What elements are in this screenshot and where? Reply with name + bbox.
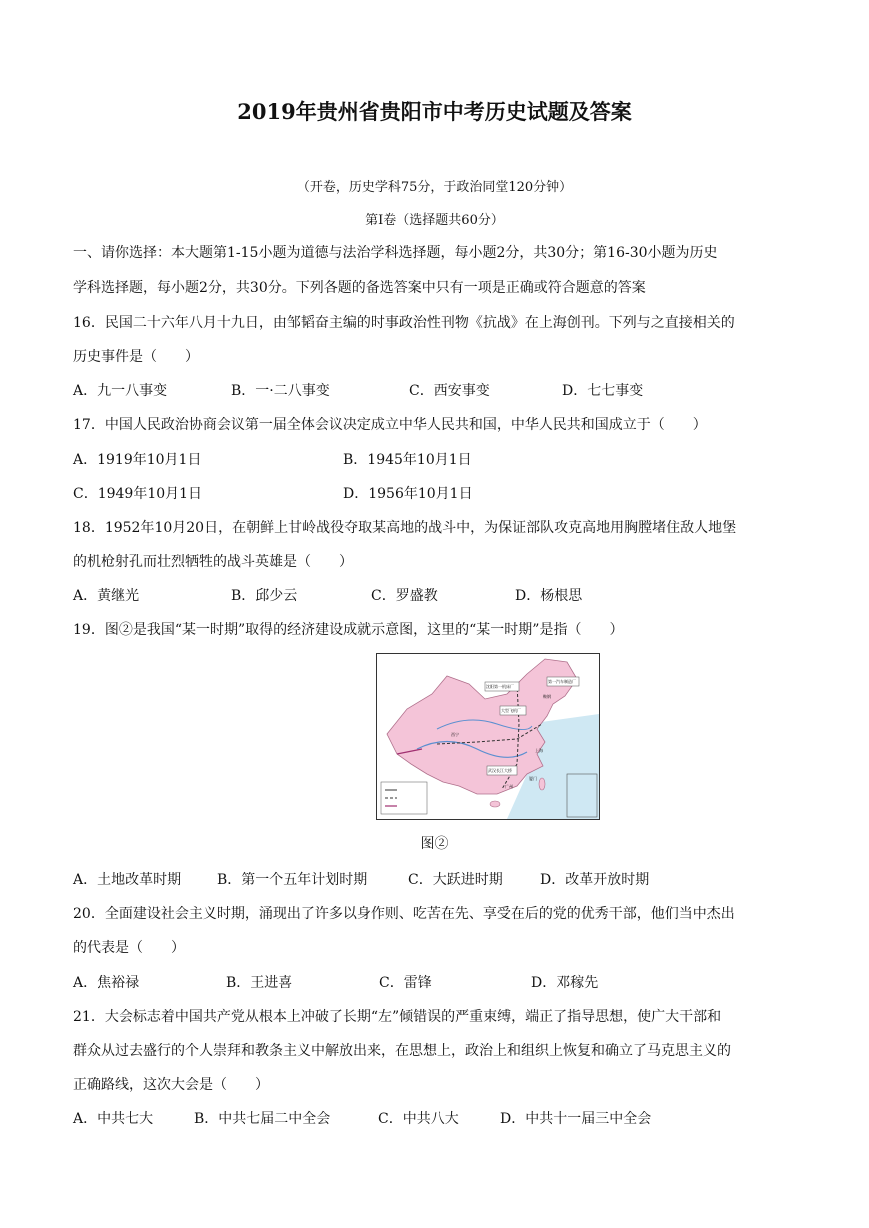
q17-stem-1: 17．中国人民政治协商会议第一届全体会议决定成立中华人民共和国，中华人民共和国成立于（ ） xyxy=(73,417,707,433)
q19-option-d: D．改革开放时期 xyxy=(540,872,650,888)
q21-stem-3: 正确路线，这次大会是（ ） xyxy=(73,1077,269,1093)
q21-option-d: D．中共十一届三中全会 xyxy=(500,1111,652,1127)
map-label-guangzhou: 广州 xyxy=(505,784,513,789)
map-label-first-auto: 第一汽车制造厂 xyxy=(548,679,576,684)
map-label-shanghai: 上海 xyxy=(535,748,543,753)
q19-option-c: C．大跃进时期 xyxy=(408,872,503,888)
instructions-line-2: 学科选择题，每小题2分，共30分。下列各题的备选答案中只有一项是正确或符合题意的答案 xyxy=(73,280,646,296)
q21-option-c: C．中共八大 xyxy=(378,1111,459,1127)
q21-option-a: A．中共七大 xyxy=(73,1111,154,1127)
map-label-shenyang-machine: 沈阳第一机床厂 xyxy=(486,684,514,689)
q16-option-a: A．九一八事变 xyxy=(73,383,168,399)
q18-option-a: A．黄继光 xyxy=(73,588,140,604)
q19-option-a: A．土地改革时期 xyxy=(73,872,182,888)
q18-option-c: C．罗盛教 xyxy=(371,588,438,604)
q20-option-b: B．王进喜 xyxy=(226,975,293,991)
map-label-aircraft: 大型飞机厂 xyxy=(501,708,521,713)
q21-stem-2: 群众从过去盛行的个人崇拜和教条主义中解放出来，在思想上，政治上和组织上恢复和确立了马克思主义的 xyxy=(73,1043,731,1059)
figure-caption: 图② xyxy=(420,836,449,852)
china-economic-map xyxy=(376,653,600,820)
q19-stem-1: 19．图②是我国“某一时期”取得的经济建设成就示意图，这里的“某一时期”是指（ ） xyxy=(73,622,624,638)
q16-option-d: D．七七事变 xyxy=(562,383,644,399)
exam-info: （开卷，历史学科75分，于政治同堂120分钟） xyxy=(296,180,573,195)
q17-option-c: C．1949年10月1日 xyxy=(73,486,203,502)
q18-stem-2: 的机枪射孔而壮烈牺牲的战斗英雄是（ ） xyxy=(73,554,353,570)
q17-option-b: B．1945年10月1日 xyxy=(343,452,472,468)
section-heading: 第Ⅰ卷（选择题共60分） xyxy=(365,213,504,228)
map-label-xiamen: 厦门 xyxy=(529,776,537,781)
q20-stem-1: 20．全面建设社会主义时期，涌现出了许多以身作则、吃苦在先、享受在后的党的优秀干部，他们当中杰出 xyxy=(73,906,735,922)
q21-stem-1: 21．大会标志着中国共产党从根本上冲破了长期“左”倾错误的严重束缚，端正了指导思想，使广大干部和 xyxy=(73,1009,722,1025)
map-label-anshan: 鞍钢 xyxy=(543,694,551,699)
q20-option-d: D．邓稼先 xyxy=(531,975,599,991)
q17-option-d: D．1956年10月1日 xyxy=(343,486,473,502)
q16-stem-2: 历史事件是（ ） xyxy=(73,349,199,365)
q20-stem-2: 的代表是（ ） xyxy=(73,940,185,956)
page-title: 2019年贵州省贵阳市中考历史试题及答案 xyxy=(237,99,632,124)
q17-option-a: A．1919年10月1日 xyxy=(73,452,202,468)
q19-option-b: B．第一个五年计划时期 xyxy=(217,872,368,888)
q20-option-a: A．焦裕禄 xyxy=(73,975,140,991)
q16-stem-1: 16．民国二十六年八月十九日，由邹韬奋主编的时事政治性刊物《抗战》在上海创刊。下列与之直接相关的 xyxy=(73,315,735,331)
map-label-xining: 西宁 xyxy=(451,732,459,737)
q18-option-d: D．杨根思 xyxy=(515,588,583,604)
q20-option-c: C．雷锋 xyxy=(379,975,432,991)
map-label-wuhan-bridge: 武汉长江大桥 xyxy=(488,768,512,773)
q21-option-b: B．中共七届二中全会 xyxy=(194,1111,331,1127)
instructions-line-1: 一、请你选择：本大题第1-15小题为道德与法治学科选择题，每小题2分，共30分；第16-30小题为历史 xyxy=(73,245,718,261)
q16-option-b: B．一·二八事变 xyxy=(231,383,330,399)
q18-option-b: B．邱少云 xyxy=(231,588,298,604)
q18-stem-1: 18．1952年10月20日，在朝鲜上甘岭战役夺取某高地的战斗中，为保证部队攻克高地用胸膛堵住敌人地堡 xyxy=(73,520,737,536)
q16-option-c: C．西安事变 xyxy=(409,383,490,399)
